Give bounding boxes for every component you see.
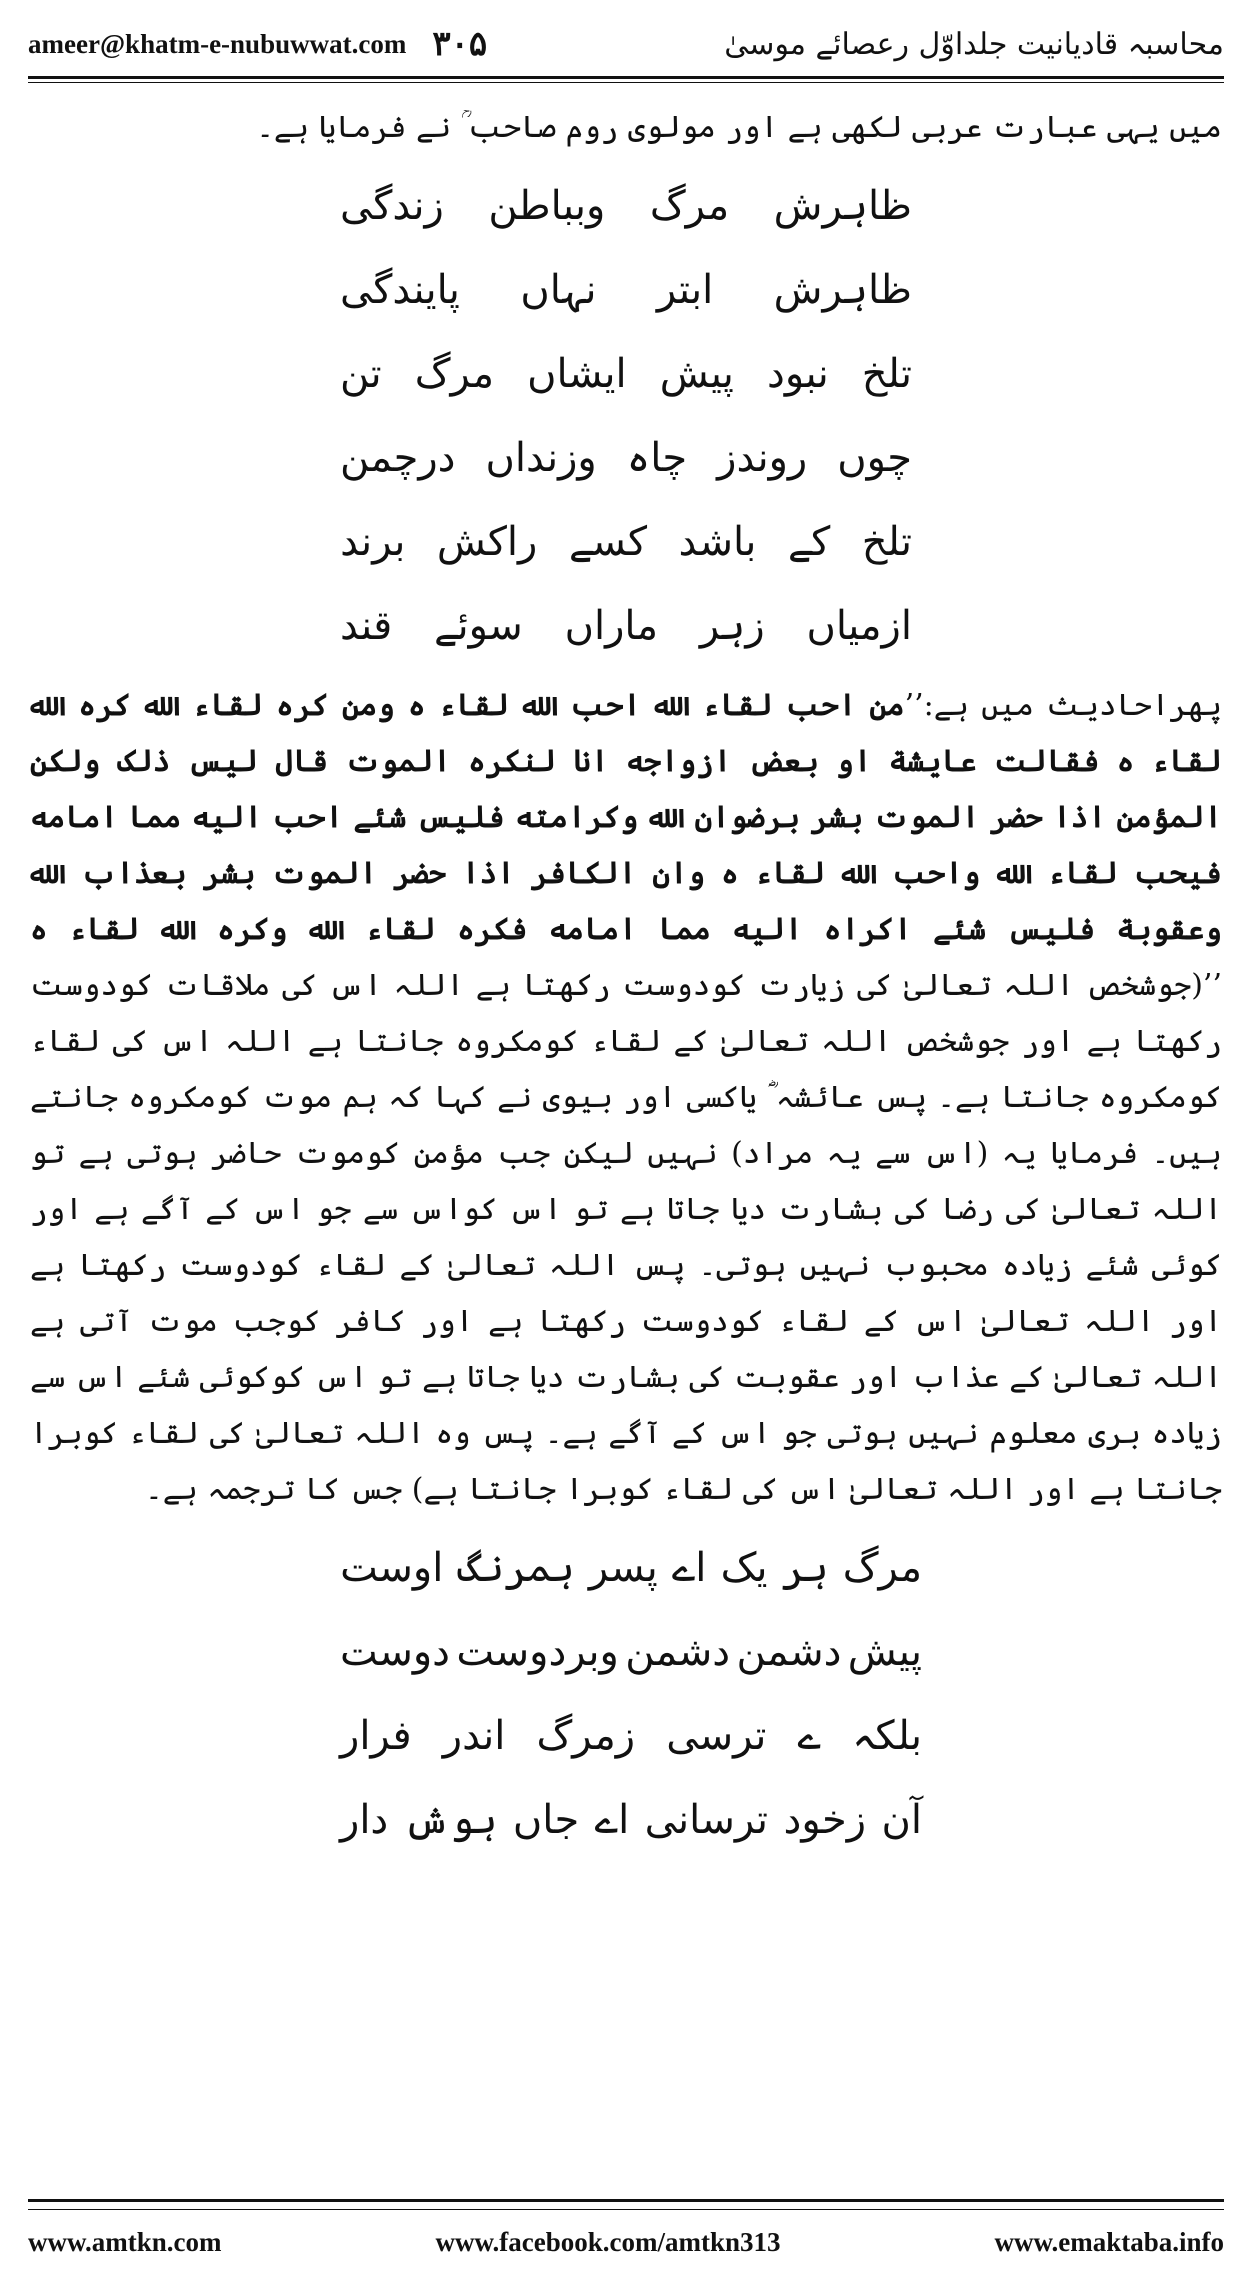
verse-word: چاہ xyxy=(626,435,688,481)
header-left xyxy=(28,24,487,64)
verse-word: جاں xyxy=(512,1797,580,1843)
verse-word: وزنداں xyxy=(485,435,597,481)
verse-word: تلخ xyxy=(861,351,912,397)
verse-word: باشد xyxy=(678,519,757,565)
verse-word: درچمن xyxy=(340,435,456,481)
verse-word: روندز xyxy=(717,435,808,481)
verse-word: زمرگ xyxy=(536,1713,636,1759)
verse-word: زہر xyxy=(699,603,765,649)
verse-line xyxy=(340,416,912,500)
verse-word: نہاں xyxy=(520,267,597,313)
header-rule xyxy=(28,76,1224,79)
verse-word: ایشاں xyxy=(527,351,627,397)
hadith-lead: پھراحادیث میں ہے:’’ xyxy=(904,688,1222,723)
verse-word: برند xyxy=(340,519,406,565)
header-rule-thin xyxy=(28,82,1224,83)
verse-line xyxy=(340,164,912,248)
verse-word: آن xyxy=(881,1797,922,1843)
verse-line xyxy=(340,1694,922,1778)
verse-word: مرگ xyxy=(414,351,495,397)
verse-line xyxy=(340,1778,922,1862)
verse-word: مرگ xyxy=(842,1545,922,1591)
verse-word: یک xyxy=(720,1545,768,1591)
verse-word: پیش xyxy=(847,1629,922,1675)
book-title: محاسبہ قادیانیت جلداوّل رعصائے موسیٰ xyxy=(724,26,1224,62)
verse-word: ظاہرش xyxy=(773,183,912,229)
footer-rule-thin xyxy=(28,2209,1224,2210)
verse-word: دشمن xyxy=(736,1629,842,1675)
verse-word: تن xyxy=(340,351,382,397)
footer-link-amtkn[interactable]: www.amtkn.com xyxy=(28,2226,222,2257)
verse-word: ابتر xyxy=(656,267,714,313)
page-number: ۳۰۵ xyxy=(432,24,488,64)
hadith-arabic-text: من احب لقاء الله احب الله لقاء ہ ومن کرہ لقاء الله کرہ الله لقاء ہ فقالت عایشة او بعض ازواجه انا لنکرہ الموت قال لیس ذلک ولکن المؤمن اذا حضر الموت بشر برضوان الله وکرامته فلیس شئے احب الیه مما امامه فیحب لقاء الله واحب الله لقاء ہ وان الکافر اذا حضر الموت بشر بعذاب الله وعقوبة فلیس شئے اکراہ الیه مما امامه فکرہ لقاء الله وکرہ الله لقاء ہ xyxy=(30,688,1222,947)
page-header xyxy=(28,18,1224,70)
verse-word: ہمرنگ xyxy=(457,1545,575,1591)
verse-word: ظاہرش xyxy=(773,267,912,313)
verse-word: وبباطن xyxy=(488,183,606,229)
verse-word: ماراں xyxy=(564,603,659,649)
verse-line xyxy=(340,500,912,584)
footer-link-facebook[interactable]: www.facebook.com/amtkn313 xyxy=(435,2226,781,2257)
hadith-translation: ’’(جوشخص اللہ تعالیٰ کی زیارت کودوست رکھتا ہے اللہ اس کی ملاقات کودوست رکھتا ہے اور جوشخص اللہ تعالیٰ کے لقاء کومکروہ جانتا ہے اللہ اس کی لقاء کومکروہ جانتا ہے۔ پس عائشہ ؓ یاکسی اور بیوی نے کہا کہ ہم موت کومکروہ جانتے ہیں۔ فرمایا یہ (اس سے یہ مراد) نہیں لیکن جب مؤمن کوموت حاضر ہوتی ہے تو اللہ تعالیٰ کی رضا کی بشارت دیا جاتا ہے تو اس کواس سے جو اس کے آگے ہے اور کوئی شئے زیادہ محبوب نہیں ہوتی۔ پس اللہ تعالیٰ کے لقاء کودوست رکھتا ہے اور اللہ تعالیٰ اس کے لقاء کودوست رکھتا ہے اور کافر کوجب موت آتی ہے اللہ تعالیٰ کے عذاب اور عقوبت کی بشارت دیا جاتا ہے تو اس کوکوئی شئے اس سے زیادہ بری معلوم نہیں ہوتی جو اس کے آگے ہے۔ پس وہ اللہ تعالیٰ کی لقاء کوبرا جانتا ہے اور اللہ تعالیٰ اس کی لقاء کوبرا جانتا ہے) جس کا ترجمہ ہے۔ xyxy=(30,968,1222,1507)
verse-word: کسے xyxy=(568,519,648,565)
verse-word: پایندگی xyxy=(340,267,460,313)
verse-word: پسر xyxy=(588,1545,658,1591)
verse-word: ترسی xyxy=(666,1713,767,1759)
verse-word: زخود xyxy=(783,1797,867,1843)
intro-line: میں یہی عبارت عربی لکھی ہے اور مولوی روم صاحب ؒ نے فرمایا ہے۔ xyxy=(256,110,1222,145)
header-email: ameer@khatm-e-nubuwwat.com xyxy=(28,28,407,59)
verse-word: قند xyxy=(340,603,393,649)
page-footer xyxy=(28,2218,1224,2266)
verse-word: راکش xyxy=(436,519,538,565)
verse-word: ہر xyxy=(781,1545,829,1591)
page-content xyxy=(30,100,1222,2130)
verse-word: اوست xyxy=(340,1545,444,1591)
verse-line xyxy=(340,248,912,332)
verse-word: دوست xyxy=(340,1629,450,1675)
persian-verse-1 xyxy=(30,164,1222,668)
verse-line xyxy=(340,332,912,416)
verse-word: وبردوست xyxy=(456,1629,619,1675)
verse-word: سوئے xyxy=(434,603,523,649)
verse-word: نبود xyxy=(767,351,829,397)
verse-word: چوں xyxy=(837,435,912,481)
verse-word: زندگی xyxy=(340,183,444,229)
verse-word: فرار xyxy=(340,1713,412,1759)
footer-link-emaktaba[interactable]: www.emaktaba.info xyxy=(994,2226,1224,2257)
verse-word: ازمیاں xyxy=(806,603,912,649)
verse-line xyxy=(340,1610,922,1694)
verse-word: اے xyxy=(594,1797,630,1843)
verse-word: تلخ xyxy=(861,519,912,565)
verse-word: ے xyxy=(797,1713,821,1759)
hadith-paragraph xyxy=(30,678,1222,1518)
persian-verse-2 xyxy=(30,1526,1222,1862)
verse-line xyxy=(340,584,912,668)
footer-rule xyxy=(28,2199,1224,2202)
verse-word: دشمن xyxy=(625,1629,731,1675)
verse-word: اندر xyxy=(442,1713,506,1759)
verse-word: دار xyxy=(340,1797,389,1843)
verse-word: ہوش xyxy=(403,1797,498,1843)
verse-word: مرگ xyxy=(649,183,730,229)
verse-line xyxy=(340,1526,922,1610)
verse-word: اے xyxy=(671,1545,707,1591)
verse-word: بلکہ xyxy=(852,1713,922,1759)
verse-word: پیش xyxy=(659,351,734,397)
verse-word: کے xyxy=(787,519,831,565)
verse-word: ترسانی xyxy=(644,1797,769,1843)
